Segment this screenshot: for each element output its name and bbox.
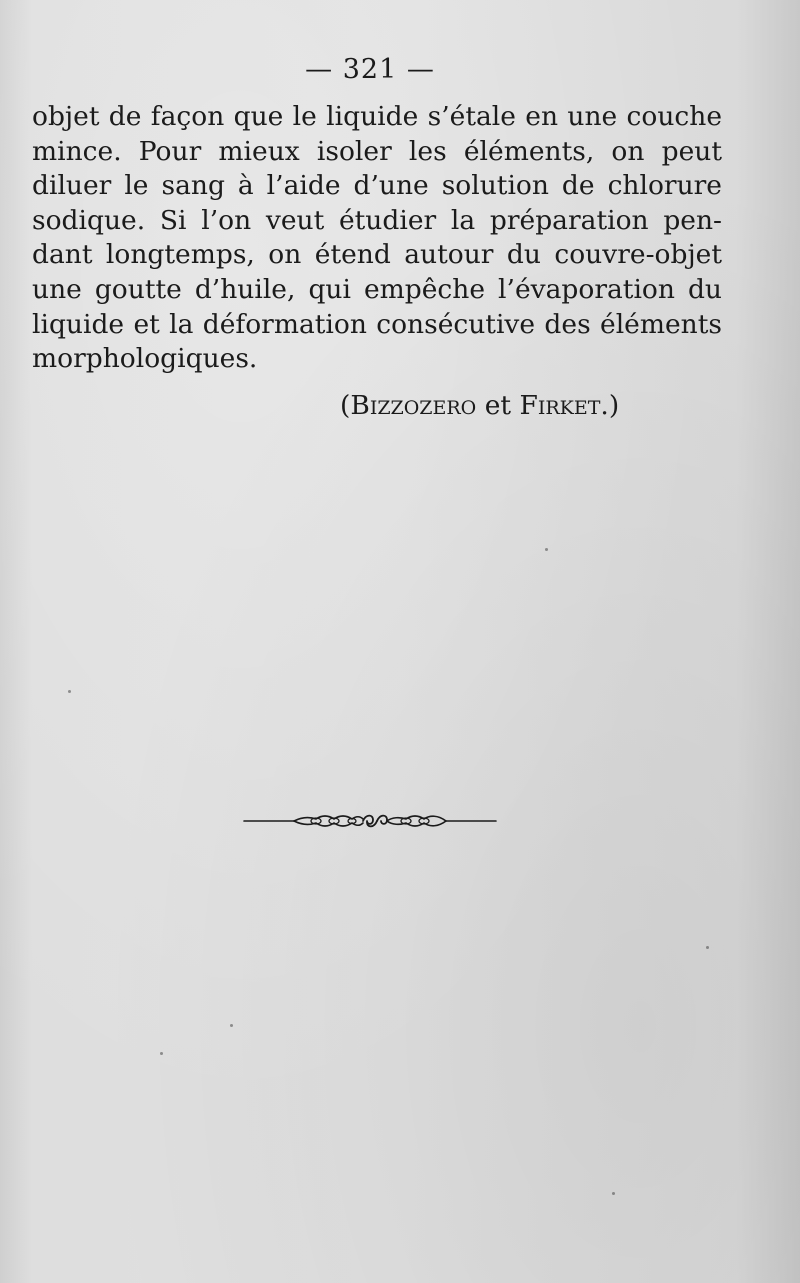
author-firket: Firket bbox=[519, 390, 601, 421]
paper-speck bbox=[706, 946, 709, 949]
text-line: liquide et la déformation consécutive des éléments bbox=[32, 308, 722, 340]
paper-speck bbox=[545, 548, 548, 551]
text-line: objet de façon que le liquide s’étale en une couche bbox=[32, 101, 722, 132]
text-line: sodique. Si l’on veut étudier la préparation pen- bbox=[32, 204, 722, 236]
paper-speck bbox=[612, 1192, 615, 1195]
attribution-joiner: et bbox=[476, 390, 520, 421]
attribution bbox=[340, 390, 619, 421]
body-paragraph bbox=[32, 100, 722, 377]
text-line: morphologiques. bbox=[32, 343, 258, 375]
paper-speck bbox=[230, 1024, 233, 1027]
attribution-close: .) bbox=[600, 390, 620, 421]
text-line: dant longtemps, on étend autour du couvre-objet bbox=[32, 239, 722, 271]
text-line: une goutte d’huile, qui empêche l’évaporation du bbox=[32, 273, 722, 305]
text-line: diluer le sang à l’aide d’une solution de chlorure bbox=[32, 170, 722, 202]
text-line: mince. Pour mieux isoler les éléments, on peut bbox=[32, 135, 722, 167]
paper-speck bbox=[68, 690, 71, 693]
paper-speck bbox=[160, 1052, 163, 1055]
page-number: — 321 — bbox=[305, 54, 435, 85]
section-divider-ornament-icon bbox=[242, 808, 498, 836]
attribution-open: ( bbox=[340, 390, 351, 421]
author-bizzozero: Bizzozero bbox=[350, 390, 477, 421]
